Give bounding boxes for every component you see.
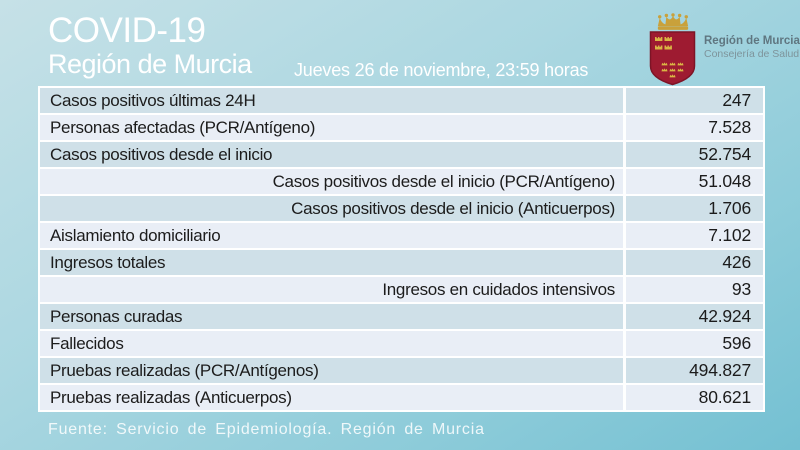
logo-dept-name: Consejería de Salud xyxy=(704,48,800,61)
stats-table xyxy=(38,86,765,412)
row-value: 42.924 xyxy=(623,304,763,329)
table-row xyxy=(40,115,763,140)
shield-icon xyxy=(649,31,696,86)
table-row xyxy=(40,250,763,275)
source-note: Fuente: Servicio de Epidemiología. Región de Murcia xyxy=(48,421,485,438)
row-label: Ingresos en cuidados intensivos xyxy=(382,280,615,299)
logo-org-name: Región de Murcia xyxy=(704,35,800,47)
row-value: 7.102 xyxy=(623,223,763,248)
row-label: Fallecidos xyxy=(50,334,124,353)
row-label: Personas afectadas (PCR/Antígeno) xyxy=(50,118,316,137)
row-value: 247 xyxy=(623,88,763,113)
row-value: 596 xyxy=(623,331,763,356)
row-value: 51.048 xyxy=(623,169,763,194)
row-value: 426 xyxy=(623,250,763,275)
table-row xyxy=(40,88,763,113)
logo-text xyxy=(704,34,800,86)
table-row xyxy=(40,169,763,194)
row-value: 80.621 xyxy=(623,385,763,410)
table-row xyxy=(40,196,763,221)
table-row xyxy=(40,223,763,248)
table-row xyxy=(40,304,763,329)
row-label: Casos positivos desde el inicio xyxy=(50,145,273,164)
table-row xyxy=(40,385,763,410)
table-row xyxy=(40,142,763,167)
row-value: 1.706 xyxy=(623,196,763,221)
row-label: Pruebas realizadas (Anticuerpos) xyxy=(50,388,292,407)
row-label: Casos positivos desde el inicio (PCR/Antígeno) xyxy=(272,172,615,191)
row-label: Pruebas realizadas (PCR/Antígenos) xyxy=(50,361,319,380)
page-title: COVID-19 xyxy=(48,11,206,50)
coat-of-arms xyxy=(649,13,696,86)
row-value: 7.528 xyxy=(623,115,763,140)
murcia-government-logo xyxy=(649,13,800,86)
row-value: 93 xyxy=(623,277,763,302)
row-label: Casos positivos desde el inicio (Anticuerpos) xyxy=(291,199,615,218)
row-label: Aislamiento domiciliario xyxy=(50,226,221,245)
row-label: Casos positivos últimas 24H xyxy=(50,91,256,110)
row-value: 52.754 xyxy=(623,142,763,167)
crown-icon xyxy=(654,13,692,31)
report-datetime: Jueves 26 de noviembre, 23:59 horas xyxy=(294,60,589,80)
table-row xyxy=(40,277,763,302)
table-row xyxy=(40,331,763,356)
table-row xyxy=(40,358,763,383)
row-label: Ingresos totales xyxy=(50,253,166,272)
page-subtitle: Región de Murcia xyxy=(48,49,252,79)
row-label: Personas curadas xyxy=(50,307,183,326)
row-value: 494.827 xyxy=(623,358,763,383)
